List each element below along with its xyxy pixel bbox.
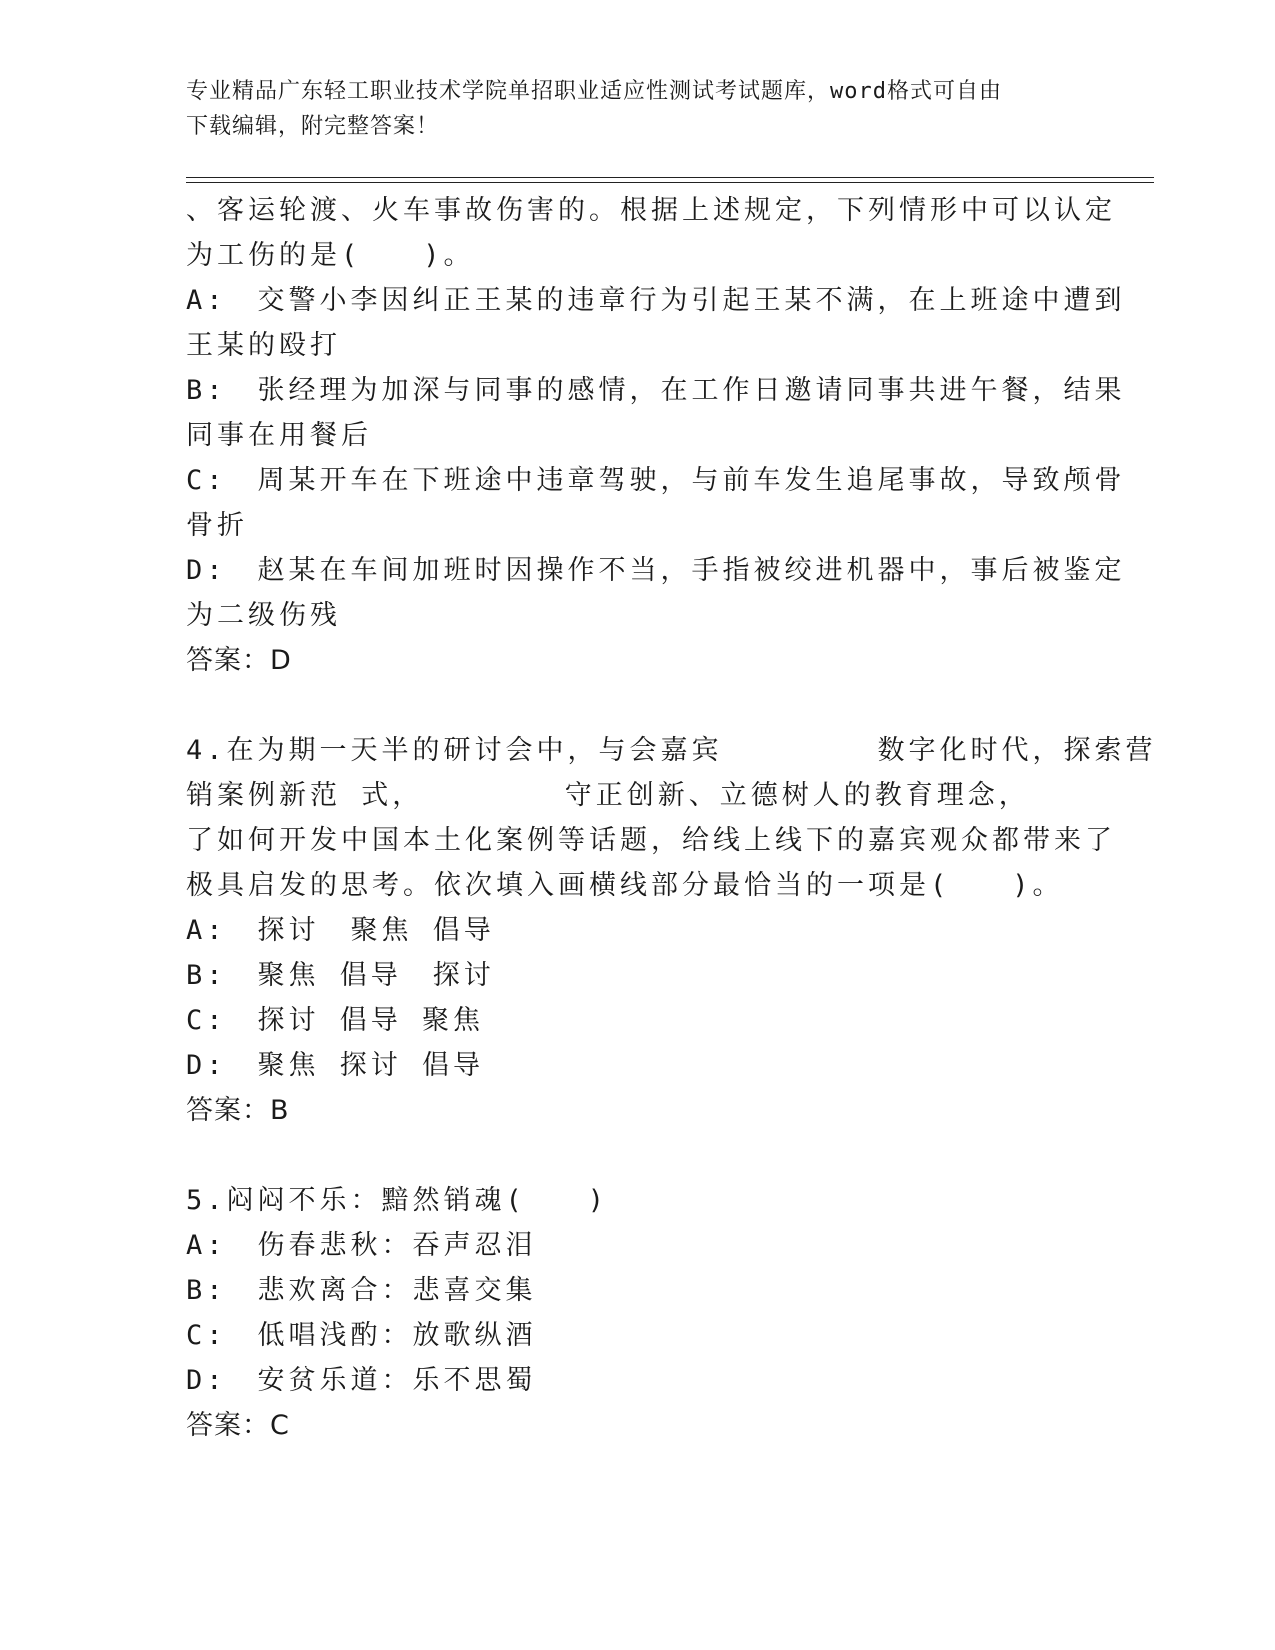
option-line: 骨折 xyxy=(186,510,248,541)
option-line: 王某的殴打 xyxy=(186,330,341,361)
option-line: B: 张经理为加深与同事的感情，在工作日邀请同事共进午餐，结果 xyxy=(186,375,1126,406)
question-3 xyxy=(186,188,1126,683)
option-line: 同事在用餐后 xyxy=(186,420,372,451)
question-5-option-a: A: 伤春悲秋：吞声忍泪 xyxy=(186,1230,537,1261)
question-3-option-b xyxy=(186,368,1126,458)
question-3-option-d xyxy=(186,548,1126,638)
question-5-option-d: D: 安贫乐道：乐不思蜀 xyxy=(186,1365,537,1396)
question-5-option-c: C: 低唱浅酌：放歌纵酒 xyxy=(186,1320,537,1351)
question-5-option-b: B: 悲欢离合：悲喜交集 xyxy=(186,1275,537,1306)
option-line: A: 交警小李因纠正王某的违章行为引起王某不满，在上班途中遭到 xyxy=(186,285,1126,316)
question-3-answer: 答案：D xyxy=(186,645,292,676)
document-body xyxy=(186,188,1157,1448)
question-4-option-c: C: 探讨 倡导 聚焦 xyxy=(186,1005,485,1036)
header-line-2: 下载编辑，附完整答案！ xyxy=(186,114,440,139)
header-line-1: 专业精品广东轻工职业技术学院单招职业适应性测试考试题库，word格式可自由 xyxy=(186,79,1002,104)
question-5-stem: 5.闷闷不乐：黯然销魂( ) xyxy=(186,1185,609,1216)
question-4-answer: 答案：B xyxy=(186,1095,290,1126)
question-spacer xyxy=(186,683,1066,728)
question-4-stem-line-4: 极具启发的思考。依次填入画横线部分最恰当的一项是( )。 xyxy=(186,870,1064,901)
header-divider-bottom xyxy=(186,182,1154,183)
question-4-stem-line-1: 4.在为期一天半的研讨会中，与会嘉宾 数字化时代，探索营 xyxy=(186,735,1157,766)
question-3-option-c xyxy=(186,458,1126,548)
question-3-option-a xyxy=(186,278,1126,368)
question-5 xyxy=(186,1178,1066,1448)
question-spacer xyxy=(186,1133,1066,1178)
question-3-stem-line-2: 为工伤的是( )。 xyxy=(186,240,475,271)
question-4-option-d: D: 聚焦 探讨 倡导 xyxy=(186,1050,485,1081)
question-4-stem-line-3: 了如何开发中国本土化案例等话题，给线上线下的嘉宾观众都带来了 xyxy=(186,825,1116,856)
question-3-stem-line-1: 、客运轮渡、火车事故伤害的。根据上述规定，下列情形中可以认定 xyxy=(186,195,1116,226)
question-4-option-a: A: 探讨 聚焦 倡导 xyxy=(186,915,495,946)
question-4 xyxy=(186,728,1157,1133)
option-line: C: 周某开车在下班途中违章驾驶，与前车发生追尾事故，导致颅骨 xyxy=(186,465,1126,496)
question-4-option-b: B: 聚焦 倡导 探讨 xyxy=(186,960,495,991)
option-line: 为二级伤残 xyxy=(186,600,341,631)
header-divider-top xyxy=(186,177,1154,178)
question-4-stem-line-2: 销案例新范 式， 守正创新、立德树人的教育理念， xyxy=(186,780,1030,811)
question-5-answer: 答案：C xyxy=(186,1410,290,1441)
page-header xyxy=(186,74,1066,144)
option-line: D: 赵某在车间加班时因操作不当，手指被绞进机器中，事后被鉴定 xyxy=(186,555,1126,586)
